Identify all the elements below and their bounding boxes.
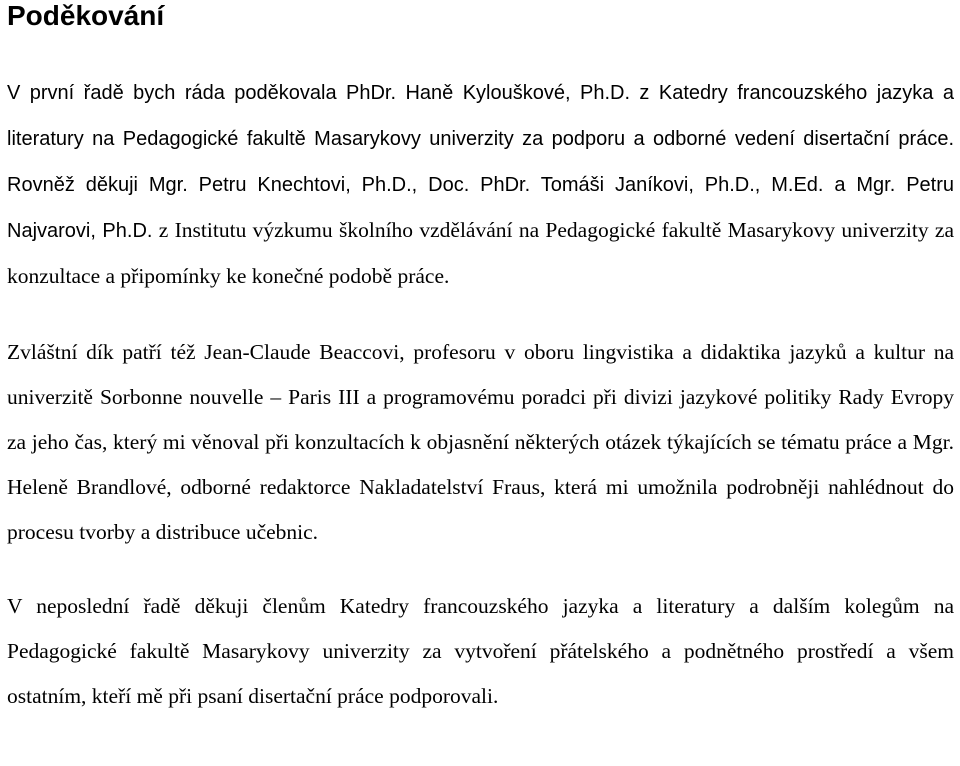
- paragraph-acknowledgement-supervisors: [7, 70, 954, 299]
- paragraph-acknowledgement-colleagues: V neposlední řadě děkuji členům Katedry francouzského jazyka a literatury a dalším kolegům na Pedagogické fakultě Masarykovy univerzity za vytvoření přátelského a podnětného prostředí a všem ostatním, kteří mě při psaní disertační práce podporovali.: [7, 594, 954, 708]
- paragraph-segment-serif: z Institutu výzkumu školního vzdělávání na Pedagogické fakultě Masarykovy univerzity za konzultace a připomínky ke konečné podobě práce.: [7, 218, 954, 288]
- document-page: [7, 0, 954, 719]
- page-title: Poděkování: [7, 0, 165, 31]
- paragraph-acknowledgement-special: Zvláštní dík patří též Jean-Claude Beaccovi, profesoru v oboru lingvistika a didaktika jazyků a kultur na univerzitě Sorbonne nouvelle – Paris III a programovému poradci při divizi jazykové politiky Rady Evropy za jeho čas, který mi věnoval při konzultacích k objasnění některých otázek týkajících se tématu práce a Mgr. Heleně Brandlové, odborné redaktorce Nakladatelství Fraus, která mi umožnila podrobněji nahlédnout do procesu tvorby a distribuce učebnic.: [7, 340, 954, 544]
- paragraph-segment-sans: V první řadě bych ráda poděkovala PhDr. Haně Kylouškové, Ph.D. z Katedry francouzského jazyka a literatury na Pedagogické fakultě Masarykovy univerzity za podporu a odborné vedení disertační práce. Rovněž děkuji Mgr. Petru Knechtovi, Ph.D., Doc. PhDr. Tomáši Janíkovi, Ph.D., M.Ed. a Mgr. Petru Najvarovi, Ph.D.: [7, 82, 954, 242]
